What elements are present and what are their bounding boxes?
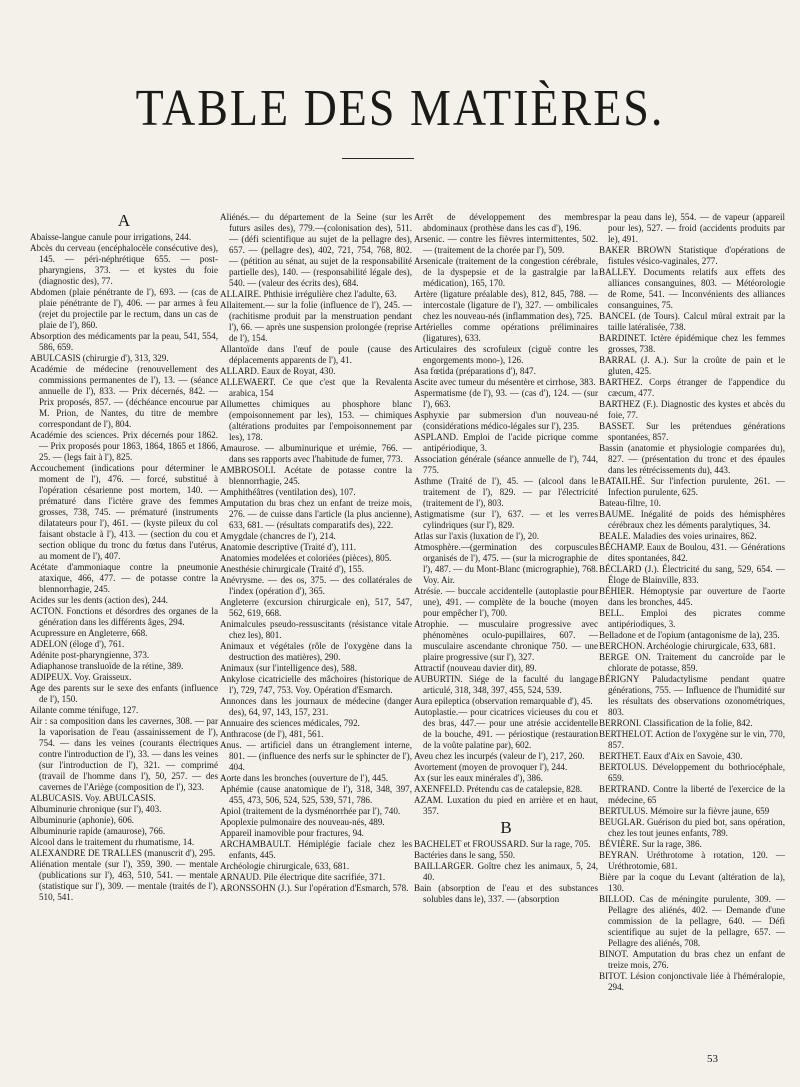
index-entry: Albuminurie chronique (sur l'), 403. [30,804,162,814]
index-entry: Avortement (moyen de provoquer l'), 244. [414,762,568,772]
index-entry: Appareil inamovible pour fractures, 94. [220,828,364,838]
index-entry: BERGE ON. Traitement du cancroïde par le chlorate de potasse, 859. [599,652,785,673]
index-entry: Abaisse-langue canule pour irrigations, 244. [30,232,192,242]
index-entry: Absorption des médicaments par la peau, 541, 554, 586, 659. [30,331,218,352]
index-entry: Animaux (sur l'intelligence des), 588. [220,663,358,673]
index-entry: Aveu chez les incurpés (valeur de l'), 217, 260. [414,751,585,761]
index-entry: Acétate d'ammoniaque contre la pneumonie ataxique, 466, 477. — de potasse contre la blennorrhagie, 245. [30,562,218,594]
index-entry: Ailante comme ténifuge, 127. [30,705,139,715]
index-entry: BINOT. Amputation du bras chez un enfant de treize mois, 276. [599,949,785,970]
index-entry: ALLAIRE. Phthisie irrégulière chez l'adulte, 63. [220,289,397,299]
index-entry: Académie de médecine (renouvellement des commissions permanentes de l'), 13. — (séance annuelle de l'), 833. — Prix décernés, 842. — Prix proposés, 857. — (déchéance encourue par M. Prion, de Nantes, du titre de membre correspondant de l'), 804. [30,364,218,429]
index-entry: Aura epileptica (observation remarquable d'), 45. [414,696,593,706]
index-entry: Abdomen (plaie pénétrante de l'), 693. — (cas de plaie pénétrante de l'), 406. — par armes à feu (rejet du projectile par le rectum, dans un cas de plaie de l'), 860. [30,287,218,330]
index-column-2 [220,212,412,1045]
index-entry: Acupressure en Angleterre, 668. [30,628,148,638]
index-entry: Aliénation mentale (sur l'), 359, 390. — mentale (publications sur l'), 463, 510, 541. — mentale (statistique sur l'), 309. — mentale (traités de l'), 510, 541. [30,859,218,902]
index-entry: BEYRAN. Uréthrotome à rotation, 120. — Uréthrotomie, 681. [599,850,785,871]
index-entry: Air : sa composition dans les cavernes, 308. — par la vaporisation de l'eau (assainissement de l'), 754. — dans les veines (courants électriques contre l'introduction de l'), 33. — dans les veines (sur l'introduction de l'), 321. — comprimé (travail de l'homme dans l'), 50, 257. — des cavernes de l'Ariège (composition de l'), 323. [30,716,218,792]
index-entry: BARTHEZ (F.). Diagnostic des kystes et abcès du foie, 77. [599,399,785,420]
index-entry: BÉHIER. Hémoptysie par ouverture de l'aorte dans les bronches, 445. [599,586,785,607]
index-entry: Anatomie descriptive (Traité d'), 111. [220,542,356,552]
index-entry: Anévrysme. — des os, 375. — des collatérales de l'index (opération d'), 365. [220,575,412,596]
index-entry: BERRONI. Classification de la folie, 842. [599,718,753,728]
index-entry: ALEXANDRE DE TRALLES (manuscrit d'), 295. [30,848,216,858]
index-entry: Anthracose (de l'), 481, 561. [220,729,324,739]
index-entry: Atrésie. — buccale accidentelle (autoplastie pour une), 491. — complète de la bouche (moyen pour empêcher l'), 700. [414,586,598,618]
page-title: TABLE DES MATIÈRES. [135,79,665,137]
section-letter: B [500,818,512,837]
index-entry: Attractif (nouveau davier dit), 89. [414,663,537,673]
index-entry: BALLEY. Documents relatifs aux effets des alliances consanguines, 803. — Météorologie de Rome, 541. — Inconvénients des alliances consanguines, 75. [599,267,785,310]
index-entry: Atlas sur l'axis (luxation de l'), 20. [414,531,540,541]
index-entry: Autoplastie.— pour cicatrices vicieuses du cou et des bras, 447.— pour une atrésie accidentelle de la bouche, 491. — périostique (restauration de la voûte palatine par), 602. [414,707,598,750]
index-entry: Anatomies modelées et coloriées (pièces), 805. [220,553,392,563]
index-entry: BARDINET. Ictère épidémique chez les femmes grosses, 738. [599,333,785,354]
index-entry: BAUME. Inégalité de poids des hémisphères cérébraux chez les déments paralytiques, 34. [599,509,785,530]
index-entry: Abcès du cerveau (encéphalocèle consécutive des), 145. — péri-néphrétique 655. — post-pharyngiens, 373. — et kystes du foie (diagnostic des), 77. [30,243,218,286]
index-entry: Bassin (anatomie et physiologie comparées du), 827. — (présentation du tronc et des épaules dans les rétrécissements du), 443. [599,443,785,475]
index-entry: BERTOLUS. Développement du bothriocéphale, 659. [599,762,785,783]
index-entry: Bain (absorption de l'eau et des substances solubles dans le), 337. — (absorption [414,883,598,904]
index-entry: BACHELET et FROUSSARD. Sur la rage, 705. [414,839,591,849]
index-entry: ADELON (éloge d'), 761. [30,639,125,649]
index-entry: BERTRAND. Contre la liberté de l'exercice de la médecine, 65 [599,784,785,805]
index-entry: ALBUCASIS. Voy. ABULCASIS. [30,793,156,803]
index-entry: Anesthésie chirurgicale (Traité d'), 155. [220,564,365,574]
index-entry: Alcool dans le traitement du rhumatisme, 14. [30,837,195,847]
index-entry: ACTON. Fonctions et désordres des organes de la génération dans les différents âges, 294. [30,606,218,627]
index-entry: BARTHEZ. Corps étranger de l'appendice du cæcum, 477. [599,377,785,398]
index-entry: Albuminurie (aphonie), 606. [30,815,135,825]
index-entry: BATAILHÉ. Sur l'infection purulente, 261. — Infection purulente, 625. [599,476,785,497]
index-entry: Aspermatisme (de l'), 93. — (cas d'), 124. — (sur l'), 663. [414,388,598,409]
index-entry: Astigmatisme (sur l'), 637. — et les verres cylindriques (sur l'), 829. [414,509,598,530]
index-entry: Artère (ligature préalable des), 812, 845, 788. — intercostale (ligature de l'), 327. — ombilicales chez les nouveau-nés (inflammation des), 725. [414,289,598,321]
index-entry: BÉVIÈRE. Sur la rage, 386. [599,839,702,849]
index-entry: Aorte dans les bronches (ouverture de l'), 445. [220,773,389,783]
index-entry: ARONSSOHN (J.). Sur l'opération d'Esmarch, 578. [220,883,409,893]
index-entry: Arrêt de développement des membres abdominaux (prothèse dans les cas d'), 196. [414,212,598,233]
index-entry: ADIPEUX. Voy. Graisseux. [30,672,132,682]
index-entry: Aliénés.— du département de la Seine (sur les futurs asiles des), 779.—(colonisation des), 511. — (défi scientifique au sujet de la pellagre des), 657. — (pellagre des), 402, 721, 754, 768, 802. — (pétition au sénat, au sujet de la responsabilité partielle des), 140. — (responsabilité légale des), 540. — (valeur des écrits des), 684. [220,212,412,288]
index-entry: Bateau-filtre, 10. [599,498,661,508]
index-entry: AUBURTIN. Siége de la faculté du langage articulé, 318, 348, 397, 455, 524, 539. [414,674,598,695]
index-entry: Académie des sciences. Prix décernés pour 1862. — Prix proposés pour 1863, 1864, 1865 et 1866, 25. — (legs fait à l'), 825. [30,430,218,462]
index-entry: Ascite avec tumeur du mésentère et cirrhose, 383. [414,377,596,387]
index-entry: Allumettes chimiques au phosphore blanc (empoisonnement par les), 153. — chimiques (altérations produites par l'empoisonnement par les), 178. [220,399,412,442]
index-entry: ASPLAND. Emploi de l'acide picrique comme antipériodique, 3. [414,432,598,453]
index-entry: BEUGLAR. Guérison du pied bot, sans opération, chez les tout jeunes enfants, 789. [599,817,785,838]
index-entry: Apoplexie pulmonaire des nouveau-nés, 489. [220,817,385,827]
index-entry: Age des parents sur le sexe des enfants (influence de l'), 150. [30,683,218,704]
index-entry: BANCEL (de Tours). Calcul mûral extrait par la taille latéralisée, 738. [599,311,785,332]
index-entry: BASSET. Sur les prétendues générations spontanées, 857. [599,421,785,442]
index-entry: Ankylose cicatricielle des mâchoires (historique de l'), 729, 747, 753. Voy. Opération d'Esmarch. [220,674,412,695]
index-entry: Animaux et végétales (rôle de l'oxygène dans la destruction des matières), 290. [220,641,412,662]
index-entry: ABULCASIS (chirurgie d'), 313, 329. [30,353,169,363]
index-entry: BAILLARGER. Goître chez les animaux, 5, 24, 40. [414,861,598,882]
index-entry: Arsenic. — contre les fièvres intermittentes, 502. — (traitement de la chorée par l'), 509. [414,234,598,255]
index-column-3 [414,212,598,1045]
index-entry: Atrophie. — musculaire progressive avec phénomènes oculo-pupillaires, 607. — musculaire ascendante chronique 750. — une plaire progressive (sur l'), 327. [414,619,598,662]
index-entry: Aphémie (cause anatomique de l'), 318, 348, 397, 455, 473, 506, 524, 525, 539, 571, 786. [220,784,412,805]
index-entry: BERTHET. Eaux d'Aix en Savoie, 430. [599,751,743,761]
index-entry: Belladone et de l'opium (antagonisme de la), 235. [599,630,780,640]
index-entry: Annonces dans les journaux de médecine (danger des), 64, 97, 143, 157, 231. [220,696,412,717]
index-entry: Angleterre (excursion chirurgicale en), 517, 547, 562, 619, 668. [220,597,412,618]
index-entry: Artérielles comme opérations préliminaires (ligatures), 633. [414,322,598,343]
index-entry: BÉCLARD (J.). Électricité du sang, 529, 654. — Éloge de Blainville, 833. [599,564,785,585]
page-number: 53 [707,1053,718,1065]
index-entry: Asa fœtida (préparations d'), 847. [414,366,536,376]
index-entry: Atmosphère.—(germination des corpuscules organisés de l'), 475. — (sur la micrographie de l'), 487. — du Mont-Blanc (micrographie), 768. Voy. Air. [414,542,598,585]
index-entry: Articulaires des scrofuleux (ciguë contre les engorgements mono-), 126. [414,344,598,365]
index-entry: BÉRIGNY Paludactylisme pendant quatre générations, 755. — Influence de l'humidité sur les résultats des observations ozonométriques, 803. [599,674,785,717]
index-entry: Archéologie chirurgicale, 633, 681. [220,861,350,871]
title-rule [342,158,414,159]
index-entry: BELL. Emploi des picrates comme antipériodiques, 3. [599,608,785,629]
index-entry: Animalcules pseudo-ressuscitants (résistance vitale chez les), 801. [220,619,412,640]
index-entry: ALLEWAERT. Ce que c'est que la Revalenta arabica, 154 [220,377,412,398]
index-entry: BERTHELOT. Action de l'oxygène sur le vin, 770, 857. [599,729,785,750]
index-entry: Association générale (séance annuelle de l'), 744, 775. [414,454,598,475]
index-entry: Arsenicale (traitement de la congestion cérébrale, de la dyspepsie et de la gastralgie par la médication), 165, 170. [414,256,598,288]
index-entry: BARRAL (J. A.). Sur la croûte de pain et le gluten, 425. [599,355,785,376]
index-entry: BERTULUS. Mémoire sur la fièvre jaune, 659 [599,806,770,816]
index-entry: ARNAUD. Pile électrique dite sacrifiée, 371. [220,872,386,882]
index-entry: AXENFELD. Prétendu cas de catalepsie, 828. [414,784,583,794]
index-entry: Bactéries dans le sang, 550. [414,850,516,860]
index-entry: Asphyxie par submersion d'un nouveau-né (considérations médico-légales sur l'), 235. [414,410,598,431]
index-entry: Allaitement.— sur la folie (influence de l'), 245. — (rachitisme produit par la menstruation pendant l'), 66. — après une suspension prolongée (reprise de l'), 154. [220,300,412,343]
index-entry: Ax (sur les eaux minérales d'), 386. [414,773,543,783]
index-column-1 [30,210,218,1045]
index-entry: Anus. — artificiel dans un étranglement interne, 801. — (influence des nerfs sur le sphincter de l'), 404. [220,740,412,772]
index-entry: BITOT. Lésion conjonctivale liée à l'héméralopie, 294. [599,971,785,992]
index-entry: BÉCHAMP. Eaux de Boulou, 431. — Générations dites spontanées, 842. [599,542,785,563]
index-entry: BEALE. Maladies des voies urinaires, 862. [599,531,757,541]
index-entry: Amygdale (chancres de l'), 214. [220,531,336,541]
index-entry: Bière par la coque du Levant (altération de la), 130. [599,872,785,893]
index-entry: Adénite post-pharyngienne, 373. [30,650,150,660]
index-entry: Annuaire des sciences médicales, 792. [220,718,360,728]
index-entry: Allantoïde dans l'œuf de poule (cause des déplacements apparents de l'), 41. [220,344,412,365]
index-entry: Adiaphanose transluoïde de la rétine, 389. [30,661,184,671]
index-entry: ALLARD. Eaux de Royat, 430. [220,366,336,376]
index-entry: Amputation du bras chez un enfant de treize mois, 276. — de cuisse dans l'article (la plus ancienne), 633, 681. — (résultats comparatifs des), 222. [220,498,412,530]
index-column-4 [599,212,785,1045]
index-entry: par la peau dans le), 554. — de vapeur (appareil pour les), 527. — froid (accidents produits par le), 491. [599,212,785,244]
index-entry: BERCHON. Archéologie chirurgicale, 633, 681. [599,641,776,651]
index-entry: BAKER BROWN Statistique d'opérations de fistules vésico-vaginales, 277. [599,245,785,266]
index-entry: AMBROSOLI. Acétate de potasse contre la blennorrhagie, 245. [220,465,412,486]
index-entry: Amaurose. — albuminurique et urémie, 766. — dans ses rapports avec l'habitude de fumer, 773. [220,443,412,464]
index-entry: Apiol (traitement de la dysménorrhée par l'), 740. [220,806,401,816]
index-entry: ARCHAMBAULT. Hémiplégie faciale chez les enfants, 445. [220,839,412,860]
index-entry: Accouchement (indications pour déterminer le moment de l'), 476. — forcé, substitué à l'opération césarienne post mortem, 140. — prématuré dans l'ictère grave des femmes grosses, 738, 745. — prématuré (instruments dilatateurs pour l'), 461. — (kyste pileux du col faisant obstacle à l'), 413. — (section du cou et section oblique du tronc du fœtus dans l'utérus, au moment de l'), 407. [30,463,218,561]
index-entry: BILLOD. Cas de méningite purulente, 309. — Pellagre des aliénés, 402. — Demande d'une commission de la pellagre, 640. — Défi scientifique au sujet de la pellagre, 657. — Pellagre des aliénés, 708. [599,894,785,948]
index-entry: AZAM. Luxation du pied en arrière et en haut, 357. [414,795,598,816]
index-entry: Acides sur les dents (action des), 244. [30,595,168,605]
section-letter: A [117,211,131,230]
index-entry: Albuminurie rapide (amaurose), 766. [30,826,166,836]
index-entry: Asthme (Traité de l'), 45. — (alcool dans le traitement de l'), 829. — par l'électricité (traitement de l'), 803. [414,476,598,508]
index-entry: Amphithéâtres (ventilation des), 107. [220,487,356,497]
